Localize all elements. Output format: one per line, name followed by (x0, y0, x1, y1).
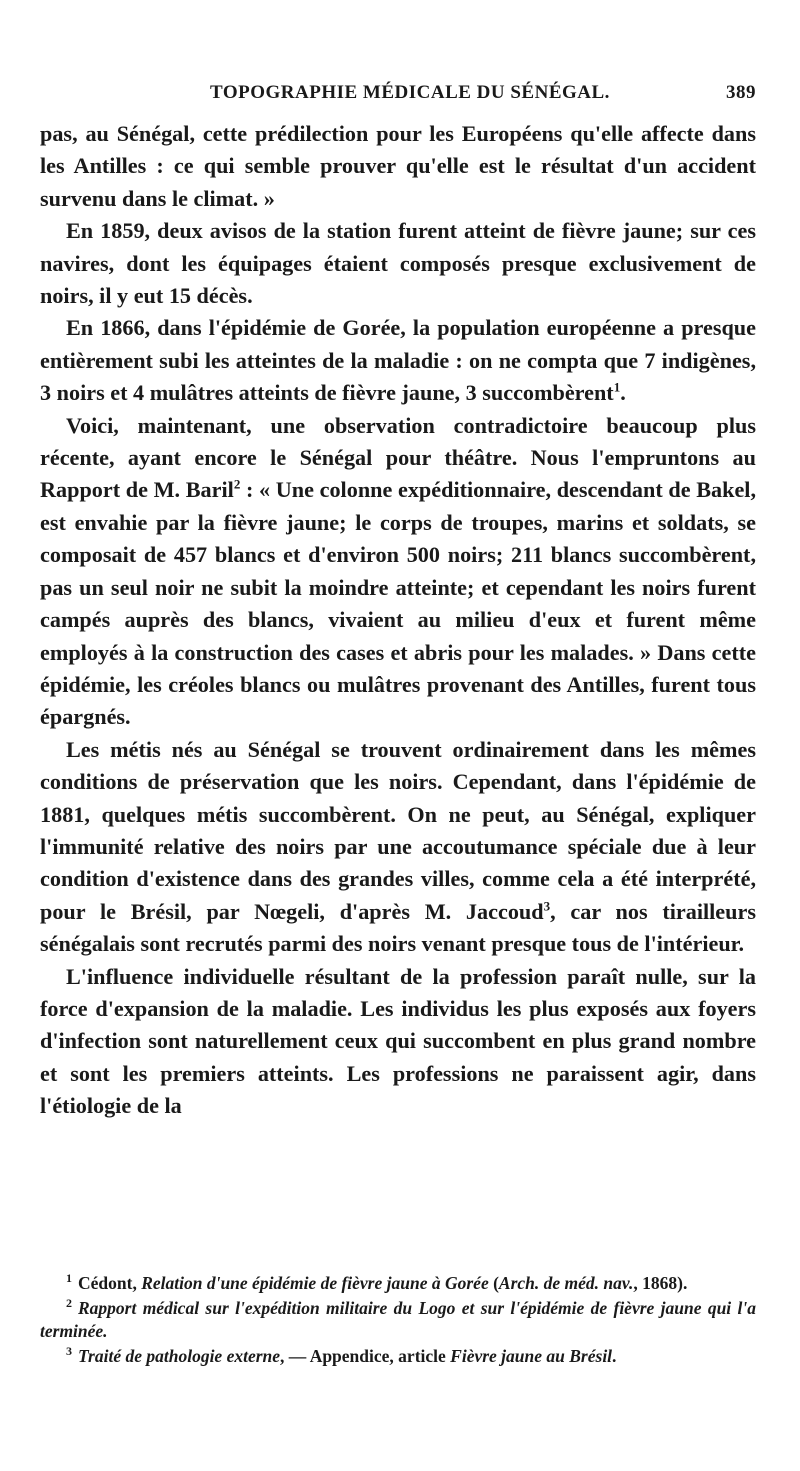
paragraph-observation (40, 410, 756, 734)
footnote-text: Cédont, (78, 1273, 142, 1293)
footnote-1 (40, 1272, 756, 1295)
paragraph-text: En 1859, deux avisos de la station furent atteint de fièvre jaune; sur ces navires, dont les équipages étaient composés presque exclusivement de noirs, il y eut 15 décès. (40, 218, 756, 309)
footnote-mark-2: 2 (66, 1296, 72, 1311)
paragraph-profession (40, 961, 756, 1123)
footnote-text: , — Appendice, article (280, 1346, 451, 1366)
footnote-ref-1: 1 (613, 379, 621, 395)
paragraph-text: En 1866, dans l'épidémie de Gorée, la population européenne a presque entièrement subi les atteintes de la maladie : on ne compta que 7 indigènes, 3 noirs et 4 mulâtres atteints de fièvre jaune, 3 succombèrent (40, 315, 756, 406)
footnote-mark-1: 1 (66, 1271, 72, 1286)
footnote-3 (40, 1345, 756, 1368)
paragraph-1866 (40, 312, 756, 409)
running-head (40, 82, 756, 112)
footnote-ref-3: 3 (543, 898, 551, 914)
running-title: TOPOGRAPHIE MÉDICALE DU SÉNÉGAL. (210, 82, 610, 103)
paragraph-continuation (40, 118, 756, 215)
footnote-journal: Arch. de méd. nav. (498, 1273, 634, 1293)
paragraph-text: . (620, 380, 626, 406)
paragraph-metis (40, 734, 756, 961)
footnote-2 (40, 1297, 756, 1343)
body-text (40, 118, 756, 1123)
paragraph-text: L'influence individuelle résultant de la profession paraît nulle, sur la force d'expansion de la maladie. Les individus les plus exposés aux foyers d'infection sont naturellement ceux qui succombent en plus grand nombre et sont les premiers atteints. Les professions ne paraissent agir, dans l'étiologie de la (40, 963, 756, 1119)
footnote-ref-2: 2 (233, 477, 241, 493)
footnote-title: Rapport médical sur l'expédition militaire du Logo et sur l'épidémie de fièvre jaune qui l'a terminée. (40, 1298, 756, 1341)
footnote-mark-3: 3 (66, 1344, 72, 1359)
footnote-article: Fièvre jaune au Brésil (450, 1346, 613, 1366)
paragraph-text: Voici, maintenant, une observation contradictoire beaucoup plus récente, ayant encore le Sénégal pour théâtre. Nous l'empruntons au Rapport de M. Baril (40, 412, 756, 503)
book-page (40, 82, 756, 1366)
paragraph-text: , car nos tirailleurs sénégalais sont recrutés parmi des noirs venant presque tous de l'intérieur. (40, 898, 756, 957)
footnote-text: . (612, 1346, 617, 1366)
footnote-text: , 1868). (633, 1273, 688, 1293)
footnote-title: Relation d'une épidémie de fièvre jaune à Gorée (141, 1273, 489, 1293)
footnote-title: Traité de pathologie externe (78, 1346, 281, 1366)
footnotes (40, 1272, 756, 1370)
paragraph-text: pas, au Sénégal, cette prédilection pour les Européens qu'elle affecte dans les Antilles : ce qui semble prouver qu'elle est le résultat d'un accident survenu dans le climat. » (40, 121, 756, 211)
paragraph-text: : « Une colonne expéditionnaire, descendant de Bakel, est envahie par la fièvre jaune; le corps de troupes, marins et soldats, se composait de 457 blancs et d'environ 500 noirs; 211 blancs succombèrent, pas un seul noir ne subit la moindre atteinte; et cependant les noirs furent campés auprès des blancs, vivaient au milieu d'eux et furent même employés à la construction des cases et abris pour les malades. » Dans cette épidémie, les créoles blancs ou mulâtres provenant des Antilles, furent tous épargnés. (40, 477, 756, 730)
footnote-text: ( (488, 1273, 499, 1293)
paragraph-1859 (40, 215, 756, 312)
page-number: 389 (726, 82, 756, 103)
paragraph-text: Les métis nés au Sénégal se trouvent ordinairement dans les mêmes conditions de préservation que les noirs. Cependant, dans l'épidémie de 1881, quelques métis succombèrent. On ne peut, au Sénégal, expliquer l'immunité relative des noirs par une accoutumance spéciale due à leur condition d'existence dans des grandes villes, comme cela a été interprété, pour le Brésil, par Nœgeli, d'après M. Jaccoud (40, 736, 756, 924)
